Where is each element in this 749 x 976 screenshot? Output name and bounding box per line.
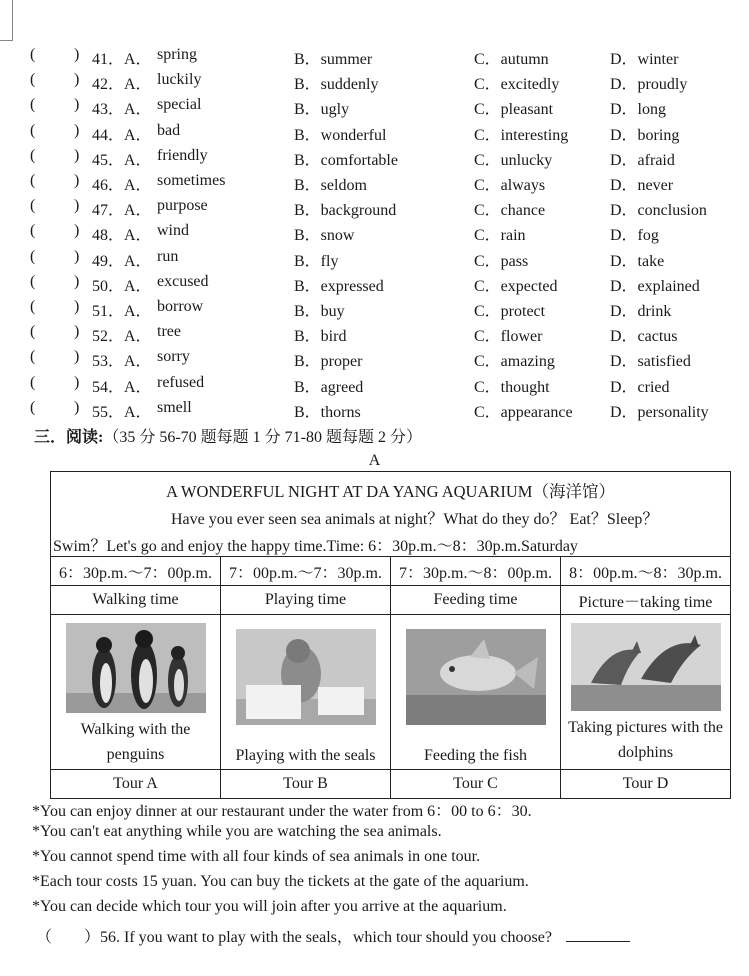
option-a: tree	[157, 323, 181, 341]
option-b: B．comfortable	[294, 151, 398, 169]
passage-label: A	[368, 452, 381, 469]
note-line: *You can't eat anything while you are watching the sea animals.	[32, 823, 442, 840]
option-a: excused	[157, 272, 209, 290]
option-d: D．cactus	[610, 328, 678, 346]
seals-photo	[236, 629, 376, 725]
question-number: 49．A．	[92, 252, 152, 270]
answer-paren-close: )	[74, 373, 80, 391]
question-row	[0, 147, 749, 172]
option-d: D．winter	[610, 51, 679, 68]
option-c: C．pass	[474, 252, 529, 270]
question-row	[0, 71, 749, 96]
answer-paren-close: )	[74, 197, 80, 215]
question-row	[0, 248, 749, 273]
question-number: 42．A．	[92, 76, 152, 94]
answer-paren-close: )	[74, 247, 80, 265]
tour-table	[50, 471, 731, 799]
time-cell: 7：00p.m.～7：30p.m.	[221, 557, 391, 586]
question-row	[0, 273, 749, 298]
tour-label-cell: Tour A	[51, 770, 221, 799]
answer-paren-close: )	[74, 298, 80, 315]
option-b: B．ugly	[294, 101, 350, 119]
option-c: C．chance	[474, 202, 546, 220]
caption-fish: Feeding the fish	[423, 747, 528, 764]
answer-paren-open: (	[30, 373, 36, 391]
question-row	[0, 298, 749, 323]
option-d: D．proudly	[610, 76, 688, 94]
answer-paren-close: )	[74, 146, 80, 164]
answer-paren-open: (	[30, 348, 36, 366]
option-a: refused	[157, 373, 205, 391]
answer-paren-close: )	[74, 398, 80, 416]
picture-cell-fish	[391, 615, 561, 770]
option-b: B．snow	[294, 227, 355, 245]
option-d: D．fog	[610, 227, 659, 245]
option-a: friendly	[157, 146, 208, 164]
option-c: C．pleasant	[474, 101, 554, 119]
fish-photo	[406, 629, 546, 725]
tour-label-cell: Tour D	[561, 770, 731, 799]
answer-paren-open: (	[30, 323, 36, 341]
option-c: C．expected	[474, 277, 558, 295]
option-a: smell	[157, 398, 192, 416]
activity-name-cell: Walking time	[51, 586, 221, 615]
answer-paren-open: (	[30, 197, 36, 215]
time-cell: 7：30p.m.～8：00p.m.	[391, 557, 561, 586]
option-b: B．expressed	[294, 277, 384, 295]
option-c: C．always	[474, 177, 546, 194]
option-b: B．summer	[294, 51, 373, 68]
note-line: *You can decide which tour you will join after you arrive at the aquarium.	[32, 898, 507, 915]
answer-paren-close: )	[74, 71, 80, 89]
option-d: D．conclusion	[610, 202, 707, 220]
option-d: D．take	[610, 252, 665, 270]
question-row	[0, 348, 749, 373]
answer-paren-open: (	[30, 96, 36, 114]
question-56	[36, 924, 630, 947]
tour-label-cell: Tour B	[221, 770, 391, 799]
option-a: special	[157, 96, 202, 114]
caption-dolphins: Taking pictures with the dolphins	[568, 719, 723, 761]
section-heading	[34, 424, 422, 447]
question-number: 44．A．	[92, 126, 152, 144]
question-row	[0, 197, 749, 222]
answer-paren-close: )	[74, 323, 80, 341]
option-d: D．never	[610, 177, 674, 194]
option-c: C．amazing	[474, 353, 555, 371]
answer-paren-open: (	[30, 222, 36, 240]
question-number: 48．A．	[92, 227, 152, 245]
table-header-cell	[51, 472, 731, 557]
option-c: C．excitedly	[474, 76, 560, 94]
answer-paren-close: )	[74, 46, 80, 63]
option-b: B．buy	[294, 303, 345, 320]
question-number: 46．A．	[92, 177, 152, 194]
time-cell: 6：30p.m.～7：00p.m.	[51, 557, 221, 586]
option-b: B．fly	[294, 252, 339, 270]
question-row	[0, 172, 749, 197]
tour-label-cell: Tour C	[391, 770, 561, 799]
option-b: B．bird	[294, 328, 347, 346]
option-b: B．suddenly	[294, 76, 379, 94]
question-number: 55．A．	[92, 403, 152, 421]
question-number: 51．A．	[92, 303, 152, 320]
question-number: 50．A．	[92, 277, 152, 295]
section-detail: （35 分 56-70 题每题 1 分 71-80 题每题 2 分）	[103, 429, 423, 446]
question-number: 47．A．	[92, 202, 152, 220]
question-number: 53．A．	[92, 353, 152, 371]
caption-seals: Playing with the seals	[235, 747, 376, 764]
option-a: run	[157, 247, 179, 265]
activity-name-cell: Playing time	[221, 586, 391, 615]
option-b: B．seldom	[294, 177, 367, 194]
option-a: purpose	[157, 197, 208, 215]
option-b: B．agreed	[294, 378, 364, 396]
question-number: 54．A．	[92, 378, 152, 396]
answer-paren-close: )	[74, 172, 80, 189]
option-c: C．interesting	[474, 126, 569, 144]
question-number: 43．A．	[92, 101, 152, 119]
picture-cell-dolphins	[561, 615, 731, 770]
note-line: *Each tour costs 15 yuan. You can buy the tickets at the gate of the aquarium.	[32, 873, 529, 890]
answer-paren-open: (	[30, 272, 36, 290]
question-56-text: 56. If you want to play with the seals，which tour should you choose?	[100, 929, 552, 946]
option-d: D．afraid	[610, 151, 675, 169]
activity-name-cell: Feeding time	[391, 586, 561, 615]
answer-paren-close: )	[74, 96, 80, 114]
question-row	[0, 374, 749, 399]
answer-paren-open: (	[30, 172, 36, 189]
option-c: C．rain	[474, 227, 526, 245]
answer-paren-open: (	[30, 46, 36, 63]
option-b: B．background	[294, 202, 397, 220]
option-d: D．explained	[610, 277, 700, 295]
option-c: C．appearance	[474, 403, 573, 421]
answer-paren: （ ）	[36, 929, 101, 946]
table-title: A WONDERFUL NIGHT AT DA YANG AQUARIUM（海洋馆）	[166, 482, 615, 501]
option-c: C．protect	[474, 303, 546, 320]
option-b: B．wonderful	[294, 126, 387, 144]
answer-paren-open: (	[30, 146, 36, 164]
answer-paren-close: )	[74, 272, 80, 290]
option-c: C．thought	[474, 378, 550, 396]
question-row	[0, 323, 749, 348]
table-intro-line-2: Swim？Let's go and enjoy the happy time.Time: 6：30p.m.～8：30p.m.Saturday	[53, 538, 578, 555]
option-a: luckily	[157, 71, 202, 89]
page-corner-mark	[0, 0, 13, 41]
option-d: D．boring	[610, 126, 680, 144]
answer-paren-close: )	[74, 121, 80, 139]
answer-paren-open: (	[30, 121, 36, 139]
question-number: 45．A．	[92, 151, 152, 169]
answer-paren-close: )	[74, 222, 80, 240]
table-intro-line-1: Have you ever seen sea animals at night？What do they do？ Eat？Sleep？	[171, 511, 659, 528]
penguins-photo	[66, 623, 206, 713]
caption-penguins: Walking with the penguins	[80, 721, 191, 763]
question-row	[0, 222, 749, 247]
question-row	[0, 96, 749, 121]
option-d: D．drink	[610, 303, 672, 320]
answer-paren-open: (	[30, 71, 36, 89]
dolphins-photo	[571, 623, 721, 711]
note-line: *You cannot spend time with all four kinds of sea animals in one tour.	[32, 848, 481, 865]
option-a: wind	[157, 222, 189, 240]
option-d: D．satisfied	[610, 353, 691, 371]
option-a: sorry	[157, 348, 190, 366]
question-number: 41．A．	[92, 51, 152, 68]
option-d: D．personality	[610, 403, 709, 421]
time-cell: 8：00p.m.～8：30p.m.	[561, 557, 731, 586]
option-c: C．flower	[474, 328, 543, 346]
question-row	[0, 122, 749, 147]
answer-paren-open: (	[30, 247, 36, 265]
option-d: D．long	[610, 101, 667, 119]
answer-paren-open: (	[30, 298, 36, 315]
option-c: C．unlucky	[474, 151, 553, 169]
picture-cell-penguins	[51, 615, 221, 770]
answer-blank[interactable]	[566, 941, 630, 942]
question-row	[0, 46, 749, 71]
option-a: spring	[157, 46, 197, 63]
option-a: bad	[157, 121, 181, 139]
option-d: D．cried	[610, 378, 670, 396]
answer-paren-open: (	[30, 398, 36, 416]
section-number: 三．阅读:	[34, 429, 104, 446]
activity-name-cell: Picture－taking time	[561, 586, 731, 615]
question-row	[0, 399, 749, 424]
option-c: C．autumn	[474, 51, 549, 68]
note-line: *You can enjoy dinner at our restaurant under the water from 6：00 to 6：30.	[32, 803, 532, 820]
picture-cell-seals	[221, 615, 391, 770]
answer-paren-close: )	[74, 348, 80, 366]
option-a: sometimes	[157, 172, 226, 189]
option-b: B．thorns	[294, 403, 361, 421]
option-a: borrow	[157, 298, 204, 315]
option-b: B．proper	[294, 353, 363, 371]
question-number: 52．A．	[92, 328, 152, 346]
